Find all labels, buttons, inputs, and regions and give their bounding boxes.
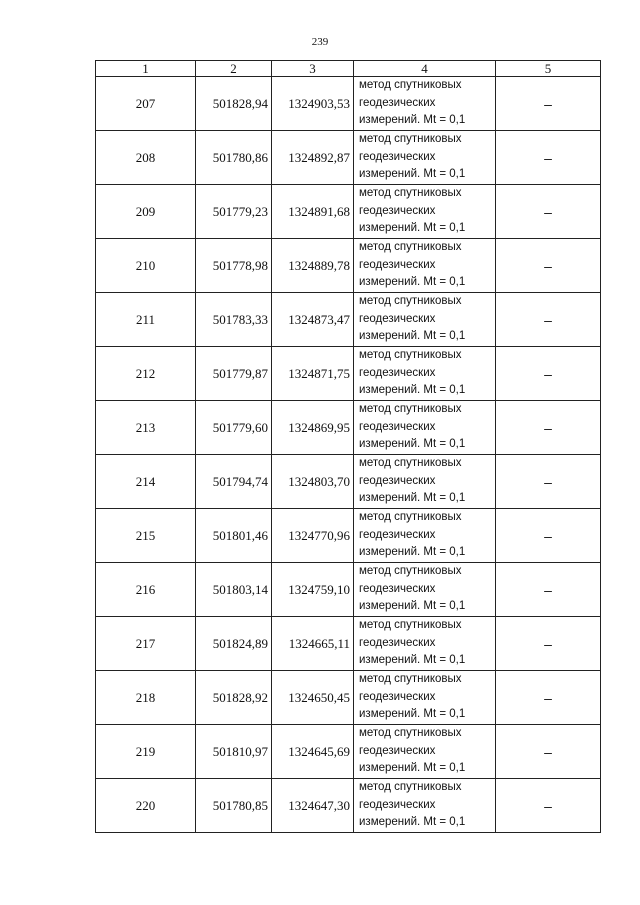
note-cell: – [496,617,601,671]
y-coordinate-cell: 1324770,96 [272,509,354,563]
point-number-cell: 207 [96,77,196,131]
method-line: метод спутниковых [359,349,462,362]
point-number-cell: 217 [96,617,196,671]
y-coordinate-cell: 1324891,68 [272,185,354,239]
note-cell: – [496,779,601,833]
x-coordinate-cell: 501778,98 [196,239,272,293]
method-line: измерений. Mt = 0,1 [359,492,466,505]
header-col-2: 2 [196,61,272,77]
y-coordinate-cell: 1324803,70 [272,455,354,509]
point-number-cell: 216 [96,563,196,617]
method-line: геодезических [359,150,436,163]
method-line: метод спутниковых [359,511,462,524]
y-coordinate-cell: 1324645,69 [272,725,354,779]
x-coordinate-cell: 501801,46 [196,509,272,563]
method-line: измерений. Mt = 0,1 [359,546,466,559]
method-line: геодезических [359,798,436,811]
method-cell [354,131,496,185]
method-cell [354,617,496,671]
method-line: геодезических [359,528,436,541]
method-cell [354,293,496,347]
method-line: метод спутниковых [359,79,462,92]
method-line: геодезических [359,258,436,271]
note-cell: – [496,725,601,779]
method-line: геодезических [359,420,436,433]
x-coordinate-cell: 501779,60 [196,401,272,455]
method-cell [354,779,496,833]
table-body [96,77,601,833]
note-cell: – [496,671,601,725]
table-row [96,725,601,779]
method-line: измерений. Mt = 0,1 [359,168,466,181]
x-coordinate-cell: 501794,74 [196,455,272,509]
method-cell [354,509,496,563]
x-coordinate-cell: 501780,85 [196,779,272,833]
method-line: геодезических [359,636,436,649]
y-coordinate-cell: 1324665,11 [272,617,354,671]
method-line: метод спутниковых [359,187,462,200]
method-line: метод спутниковых [359,241,462,254]
method-cell [354,455,496,509]
point-number-cell: 209 [96,185,196,239]
method-line: метод спутниковых [359,673,462,686]
method-line: геодезических [359,474,436,487]
x-coordinate-cell: 501780,86 [196,131,272,185]
point-number-cell: 213 [96,401,196,455]
point-number-cell: 214 [96,455,196,509]
method-cell [354,563,496,617]
note-cell: – [496,563,601,617]
y-coordinate-cell: 1324759,10 [272,563,354,617]
point-number-cell: 218 [96,671,196,725]
method-line: измерений. Mt = 0,1 [359,762,466,775]
method-line: измерений. Mt = 0,1 [359,384,466,397]
method-cell [354,725,496,779]
y-coordinate-cell: 1324889,78 [272,239,354,293]
method-line: геодезических [359,366,436,379]
method-cell [354,77,496,131]
method-line: метод спутниковых [359,781,462,794]
y-coordinate-cell: 1324873,47 [272,293,354,347]
note-cell: – [496,239,601,293]
header-col-3: 3 [272,61,354,77]
table-row [96,671,601,725]
header-col-5: 5 [496,61,601,77]
method-cell [354,671,496,725]
method-line: измерений. Mt = 0,1 [359,114,466,127]
note-cell: – [496,293,601,347]
x-coordinate-cell: 501803,14 [196,563,272,617]
method-line: измерений. Mt = 0,1 [359,600,466,613]
note-cell: – [496,77,601,131]
method-cell [354,239,496,293]
note-cell: – [496,185,601,239]
y-coordinate-cell: 1324892,87 [272,131,354,185]
method-line: метод спутниковых [359,727,462,740]
table-row [96,563,601,617]
table-row [96,401,601,455]
method-line: геодезических [359,204,436,217]
method-line: метод спутниковых [359,403,462,416]
method-line: геодезических [359,582,436,595]
point-number-cell: 215 [96,509,196,563]
x-coordinate-cell: 501824,89 [196,617,272,671]
method-line: геодезических [359,690,436,703]
y-coordinate-cell: 1324647,30 [272,779,354,833]
method-line: метод спутниковых [359,295,462,308]
table-row [96,239,601,293]
method-line: метод спутниковых [359,619,462,632]
method-line: измерений. Mt = 0,1 [359,708,466,721]
table-row [96,347,601,401]
method-line: геодезических [359,312,436,325]
note-cell: – [496,455,601,509]
x-coordinate-cell: 501779,23 [196,185,272,239]
page-number: 239 [311,36,329,48]
y-coordinate-cell: 1324871,75 [272,347,354,401]
table-row [96,509,601,563]
header-row [96,61,601,77]
method-cell [354,185,496,239]
table-row [96,293,601,347]
y-coordinate-cell: 1324650,45 [272,671,354,725]
table-header [96,61,601,77]
method-cell [354,401,496,455]
y-coordinate-cell: 1324869,95 [272,401,354,455]
method-line: измерений. Mt = 0,1 [359,654,466,667]
table-row [96,77,601,131]
method-line: измерений. Mt = 0,1 [359,276,466,289]
y-coordinate-cell: 1324903,53 [272,77,354,131]
method-line: метод спутниковых [359,133,462,146]
x-coordinate-cell: 501783,33 [196,293,272,347]
table-row [96,779,601,833]
header-col-1: 1 [96,61,196,77]
point-number-cell: 212 [96,347,196,401]
x-coordinate-cell: 501779,87 [196,347,272,401]
table-row [96,185,601,239]
point-number-cell: 211 [96,293,196,347]
method-line: метод спутниковых [359,565,462,578]
x-coordinate-cell: 501828,92 [196,671,272,725]
point-number-cell: 208 [96,131,196,185]
x-coordinate-cell: 501810,97 [196,725,272,779]
method-line: измерений. Mt = 0,1 [359,222,466,235]
header-col-4: 4 [354,61,496,77]
method-line: измерений. Mt = 0,1 [359,330,466,343]
note-cell: – [496,131,601,185]
note-cell: – [496,509,601,563]
note-cell: – [496,401,601,455]
table-row [96,455,601,509]
note-cell: – [496,347,601,401]
table-row [96,617,601,671]
method-line: геодезических [359,744,436,757]
method-line: геодезических [359,96,436,109]
point-number-cell: 210 [96,239,196,293]
method-line: измерений. Mt = 0,1 [359,438,466,451]
coordinates-table [95,60,601,833]
method-cell [354,347,496,401]
table-row [96,131,601,185]
x-coordinate-cell: 501828,94 [196,77,272,131]
method-line: измерений. Mt = 0,1 [359,816,466,829]
point-number-cell: 220 [96,779,196,833]
method-line: метод спутниковых [359,457,462,470]
point-number-cell: 219 [96,725,196,779]
